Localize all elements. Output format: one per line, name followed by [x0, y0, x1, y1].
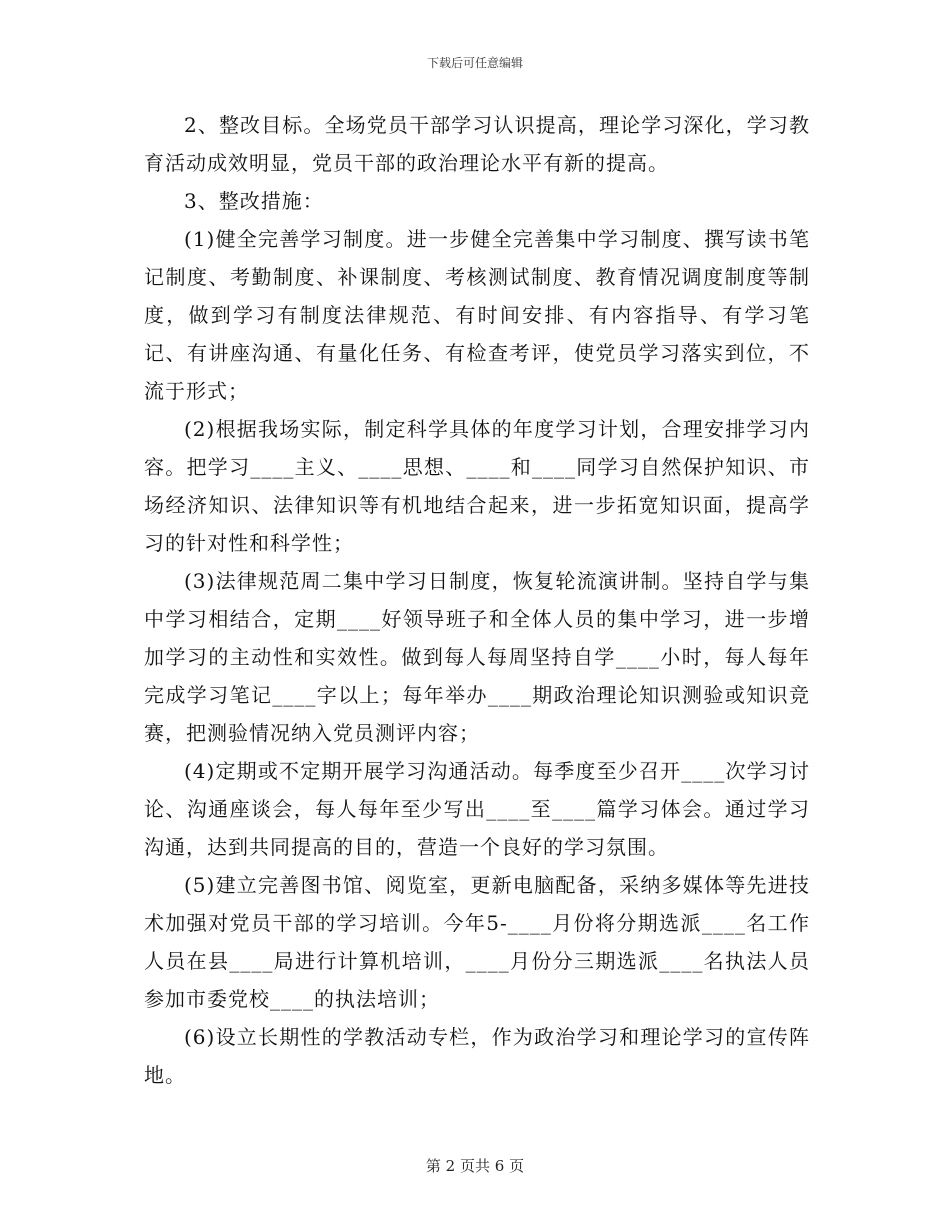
paragraph-measure-4: (4)定期或不定期开展学习沟通活动。每季度至少召开____次学习讨论、沟通座谈会，每人每年至少写出____至____篇学习体会。通过学习沟通，达到共同提高的目的，营造一个良好的学习氛围。: [144, 759, 810, 859]
paragraph-measure-2: (2)根据我场实际，制定科学具体的年度学习计划，合理安排学习内容。把学习____主义、____思想、____和____同学习自然保护知识、市场经济知识、法律知识等有机地结合起来，进一步拓宽知识面，提高学习的针对性和科学性；: [144, 417, 810, 555]
paragraph-measures-heading: 3、整改措施：: [184, 189, 324, 213]
paragraph-rectification-goal: 2、整改目标。全场党员干部学习认识提高，理论学习深化，学习教育活动成效明显，党员干部的政治理论水平有新的提高。: [144, 113, 810, 175]
page-number: 第 2 页共 6 页: [425, 1157, 525, 1175]
paragraph-measure-3: (3)法律规范周二集中学习日制度，恢复轮流演讲制。坚持自学与集中学习相结合，定期____好领导班子和全体人员的集中学习，进一步增加学习的主动性和实效性。做到每人每周坚持自学____小时，每人每年完成学习笔记____字以上；每年举办____期政治理论知识测验或知识竞赛，把测验情况纳入党员测评内容；: [144, 569, 810, 745]
page-header-note: 下载后可任意编辑: [426, 56, 523, 70]
document-body: [144, 106, 810, 1094]
paragraph-measure-1: (1)健全完善学习制度。进一步健全完善集中学习制度、撰写读书笔记制度、考勤制度、补课制度、考核测试制度、教育情况调度制度等制度，做到学习有制度法律规范、有时间安排、有内容指导、有学习笔记、有讲座沟通、有量化任务、有检查考评，使党员学习落实到位，不流于形式；: [144, 227, 810, 403]
paragraph-measure-6: (6)设立长期性的学教活动专栏，作为政治学习和理论学习的宣传阵地。: [144, 1025, 810, 1087]
paragraph-measure-5: (5)建立完善图书馆、阅览室，更新电脑配备，采纳多媒体等先进技术加强对党员干部的学习培训。今年5-____月份将分期选派____名工作人员在县____局进行计算机培训，____月份分三期选派____名执法人员参加市委党校____的执法培训；: [144, 873, 810, 1011]
